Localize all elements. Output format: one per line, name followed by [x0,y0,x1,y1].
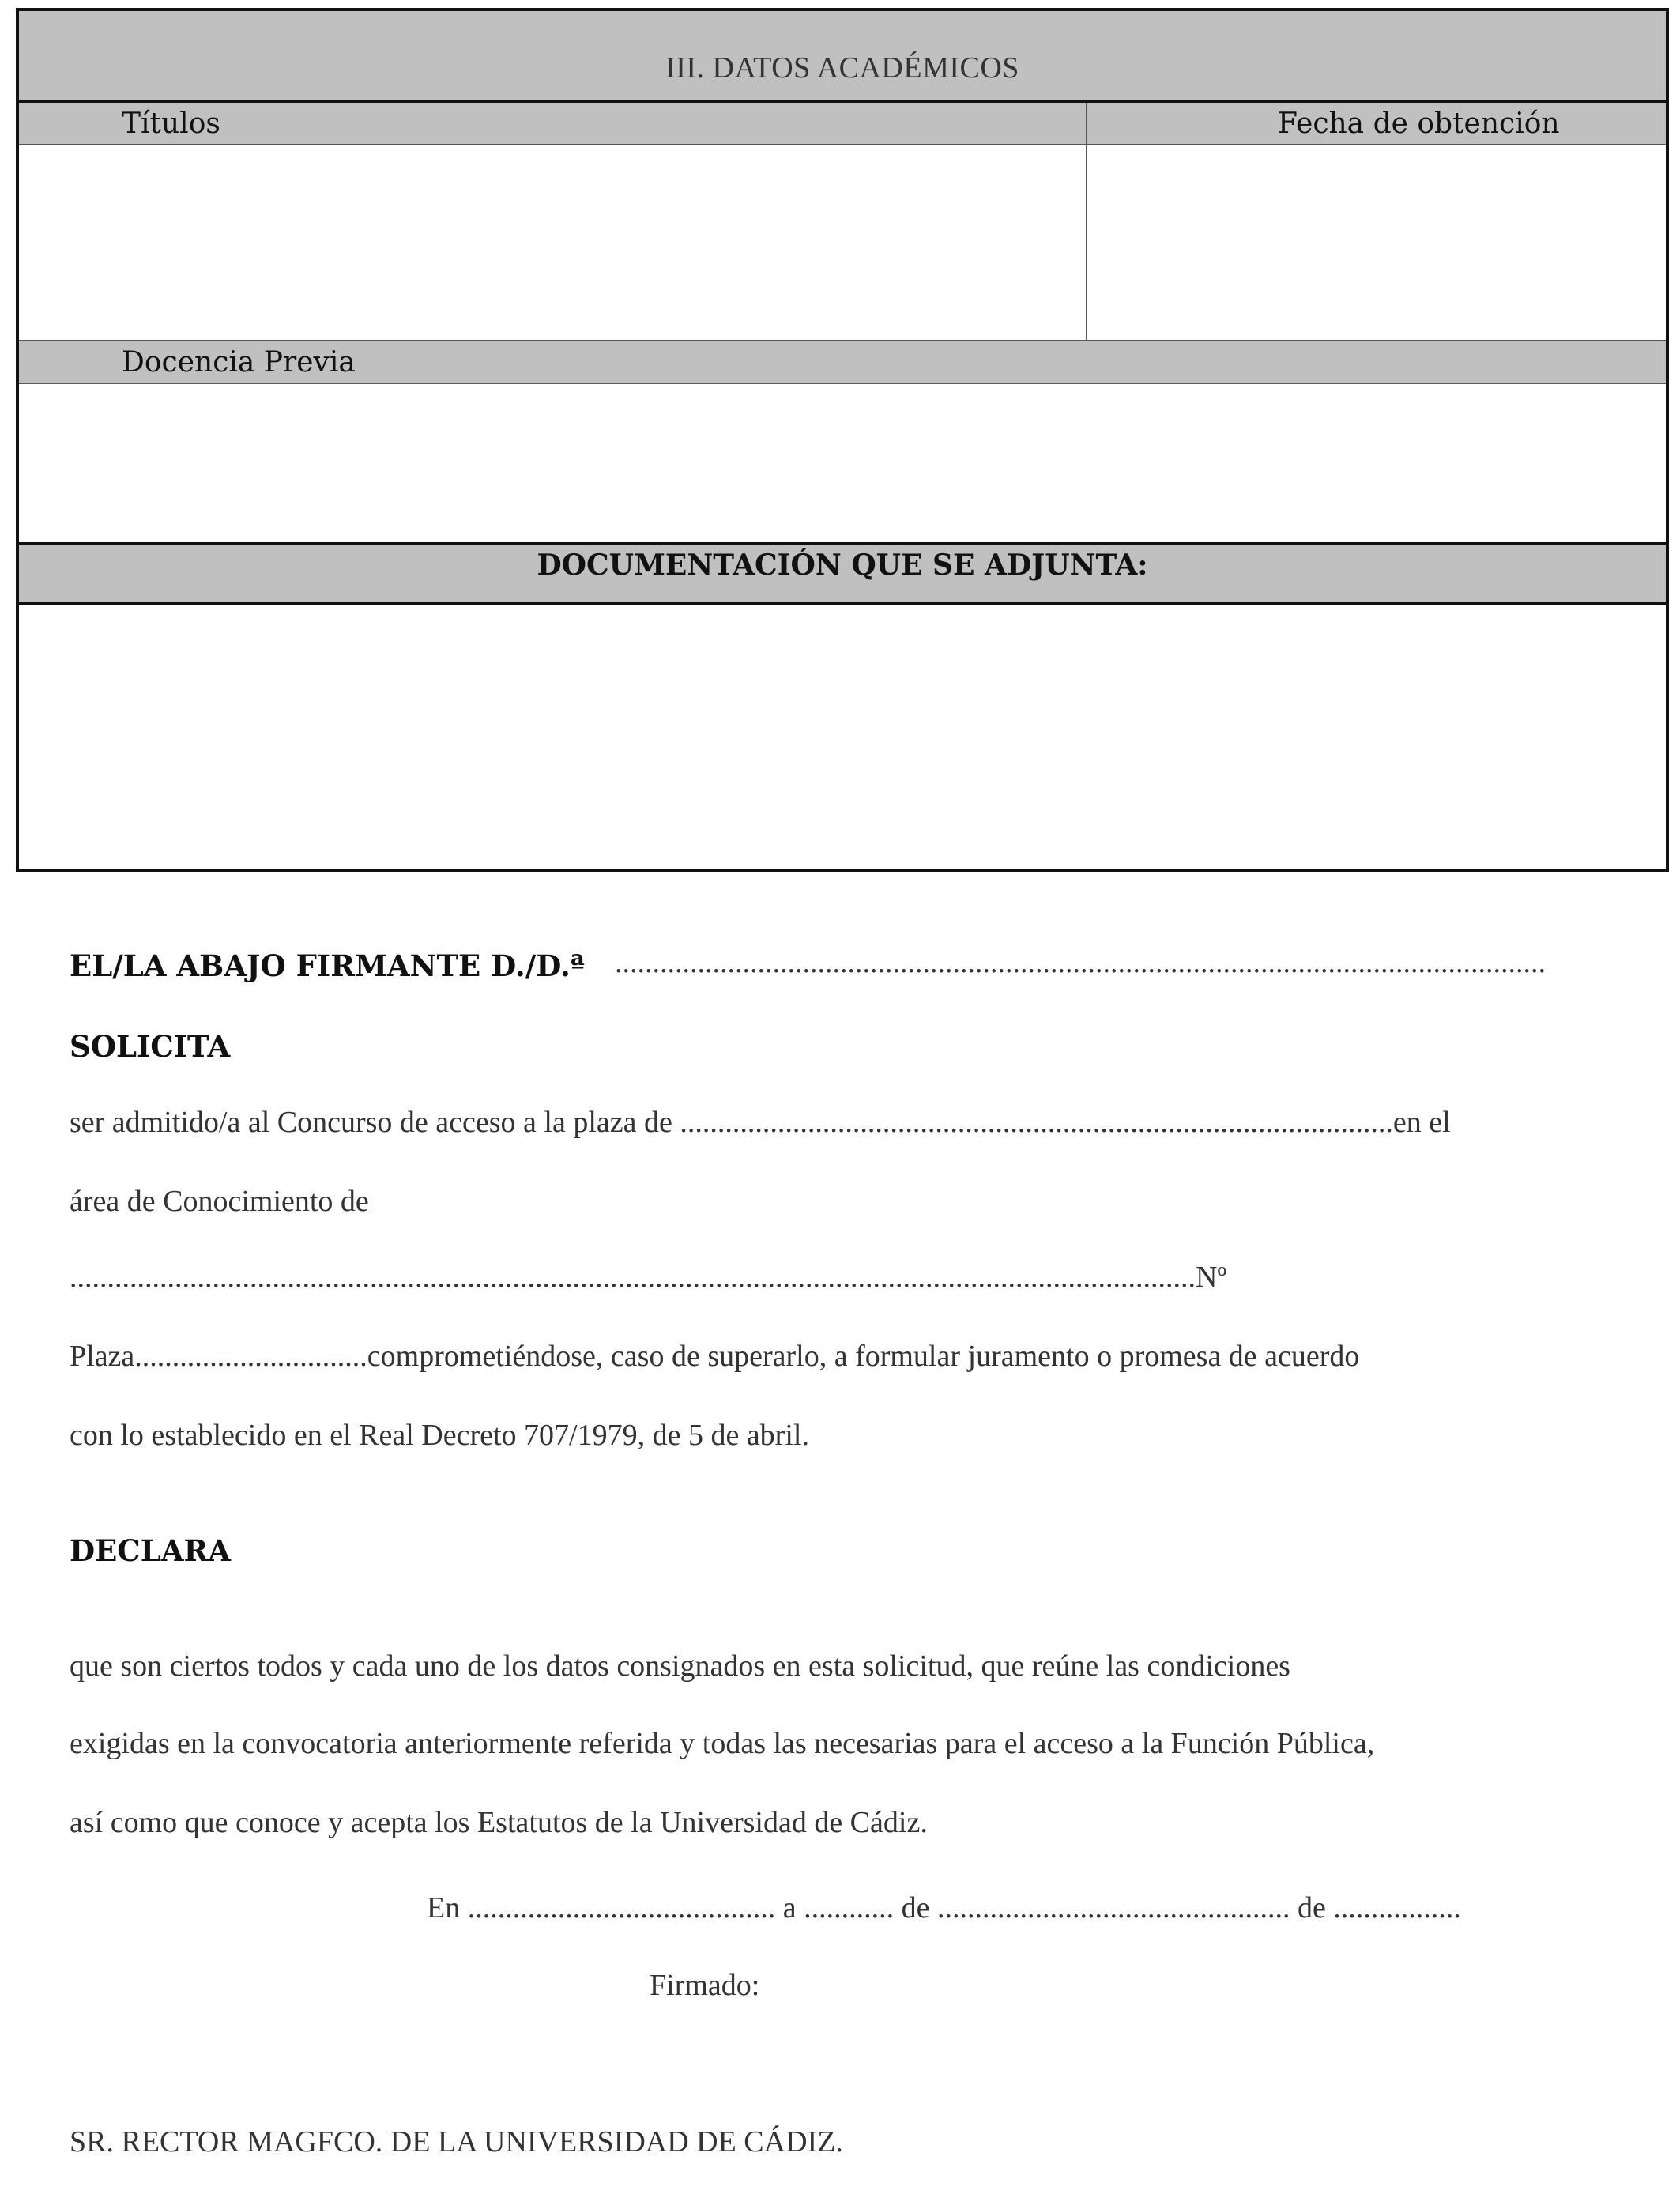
documentacion-label: DOCUMENTACIÓN QUE SE ADJUNTA: [537,548,1148,582]
addressee: SR. RECTOR MAGFCO. DE LA UNIVERSIDAD DE CÁDIZ. [70,2125,843,2158]
declara-line-2: exigidas en la convocatoria anteriormente referida y todas las necesarias para el acceso a la Función Pública, [70,1727,1375,1760]
documentacion-field[interactable] [19,605,1666,869]
solicita-line-4: Plaza...............................comprometiéndose, caso de superarlo, a formular juramento o promesa de acuerdo [70,1340,1360,1373]
solicita-heading: SOLICITA [70,1029,231,1064]
declara-line-3: así como que conoce y acepta los Estatutos de la Universidad de Cádiz. [70,1806,928,1839]
firmado-label: Firmado: [650,1969,760,2002]
section-title: III. DATOS ACADÉMICOS [665,51,1019,85]
date-line: En ......................................... a ............ de ............................................... de ................. [427,1891,1461,1924]
firmante-dots[interactable]: ............................................................................................................................ [615,946,1546,979]
fecha-field[interactable] [1087,145,1666,340]
titulos-input-row [19,145,1666,341]
column-divider [1086,103,1087,144]
declara-line-1: que son ciertos todos y cada uno de los datos consignados en esta solicitud, que reúne las condiciones [70,1649,1290,1683]
docencia-field[interactable] [19,384,1666,545]
solicita-line-1: ser admitido/a al Concurso de acceso a la plaza de ...............................................................................................en el [70,1106,1451,1139]
fecha-label: Fecha de obtención [1278,107,1560,140]
documentacion-header-row [19,545,1666,605]
titulos-field[interactable] [19,145,1086,340]
declara-heading: DECLARA [70,1533,231,1568]
section-header [19,11,1666,103]
academic-data-table [16,8,1669,872]
solicita-line-2: área de Conocimiento de [70,1185,369,1218]
solicita-line-3: ......................................................................................................................................................Nº [70,1261,1227,1294]
titulos-header-row [19,103,1666,145]
firmante-label: EL/LA ABAJO FIRMANTE D./D.ª [70,948,585,983]
solicita-line-5: con lo establecido en el Real Decreto 707/1979, de 5 de abril. [70,1419,809,1452]
docencia-header-row [19,341,1666,384]
docencia-label: Docencia Previa [122,346,356,379]
titulos-label: Títulos [122,107,220,140]
